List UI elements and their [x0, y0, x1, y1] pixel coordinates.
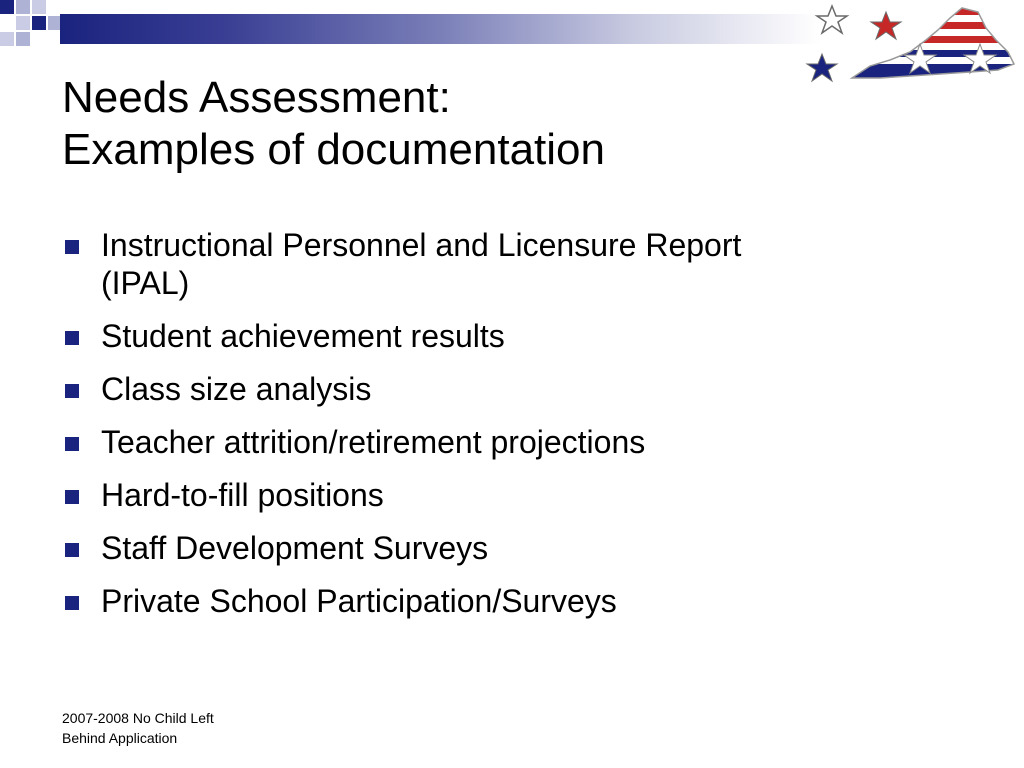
bullet-item — [62, 370, 942, 408]
bullet-text: Private School Participation/Surveys — [101, 583, 617, 619]
bullet-text: Hard-to-fill positions — [101, 477, 384, 513]
bullet-item — [62, 226, 942, 302]
footer-line-2: Behind Application — [62, 730, 178, 746]
slide-title-line-1: Needs Assessment: — [62, 73, 451, 122]
square-bullet-icon — [65, 240, 79, 254]
slide-title — [62, 72, 822, 176]
square-bullet-icon — [65, 490, 79, 504]
square-bullet-icon — [65, 596, 79, 610]
bullet-text: Staff Development Surveys — [101, 530, 489, 566]
bullet-list — [62, 226, 942, 635]
square-bullet-icon — [65, 543, 79, 557]
square-bullet-icon — [65, 331, 79, 345]
bullet-item — [62, 529, 942, 567]
bullet-text-continued: (IPAL) — [101, 265, 190, 301]
bullet-text: Student achievement results — [101, 318, 505, 354]
slide-footer — [62, 708, 214, 748]
square-bullet-icon — [65, 437, 79, 451]
footer-line-1: 2007-2008 No Child Left — [62, 710, 214, 726]
header-gradient-bar — [60, 14, 820, 44]
virginia-flag-stars-logo-icon — [800, 0, 1024, 95]
bullet-text: Class size analysis — [101, 371, 372, 407]
bullet-item — [62, 317, 942, 355]
slide-title-line-2: Examples of documentation — [62, 125, 605, 174]
bullet-item — [62, 476, 942, 514]
bullet-text: Teacher attrition/retirement projections — [101, 424, 646, 460]
bullet-text: Instructional Personnel and Licensure Report — [101, 227, 742, 263]
bullet-item — [62, 582, 942, 620]
bullet-item — [62, 423, 942, 461]
square-bullet-icon — [65, 384, 79, 398]
